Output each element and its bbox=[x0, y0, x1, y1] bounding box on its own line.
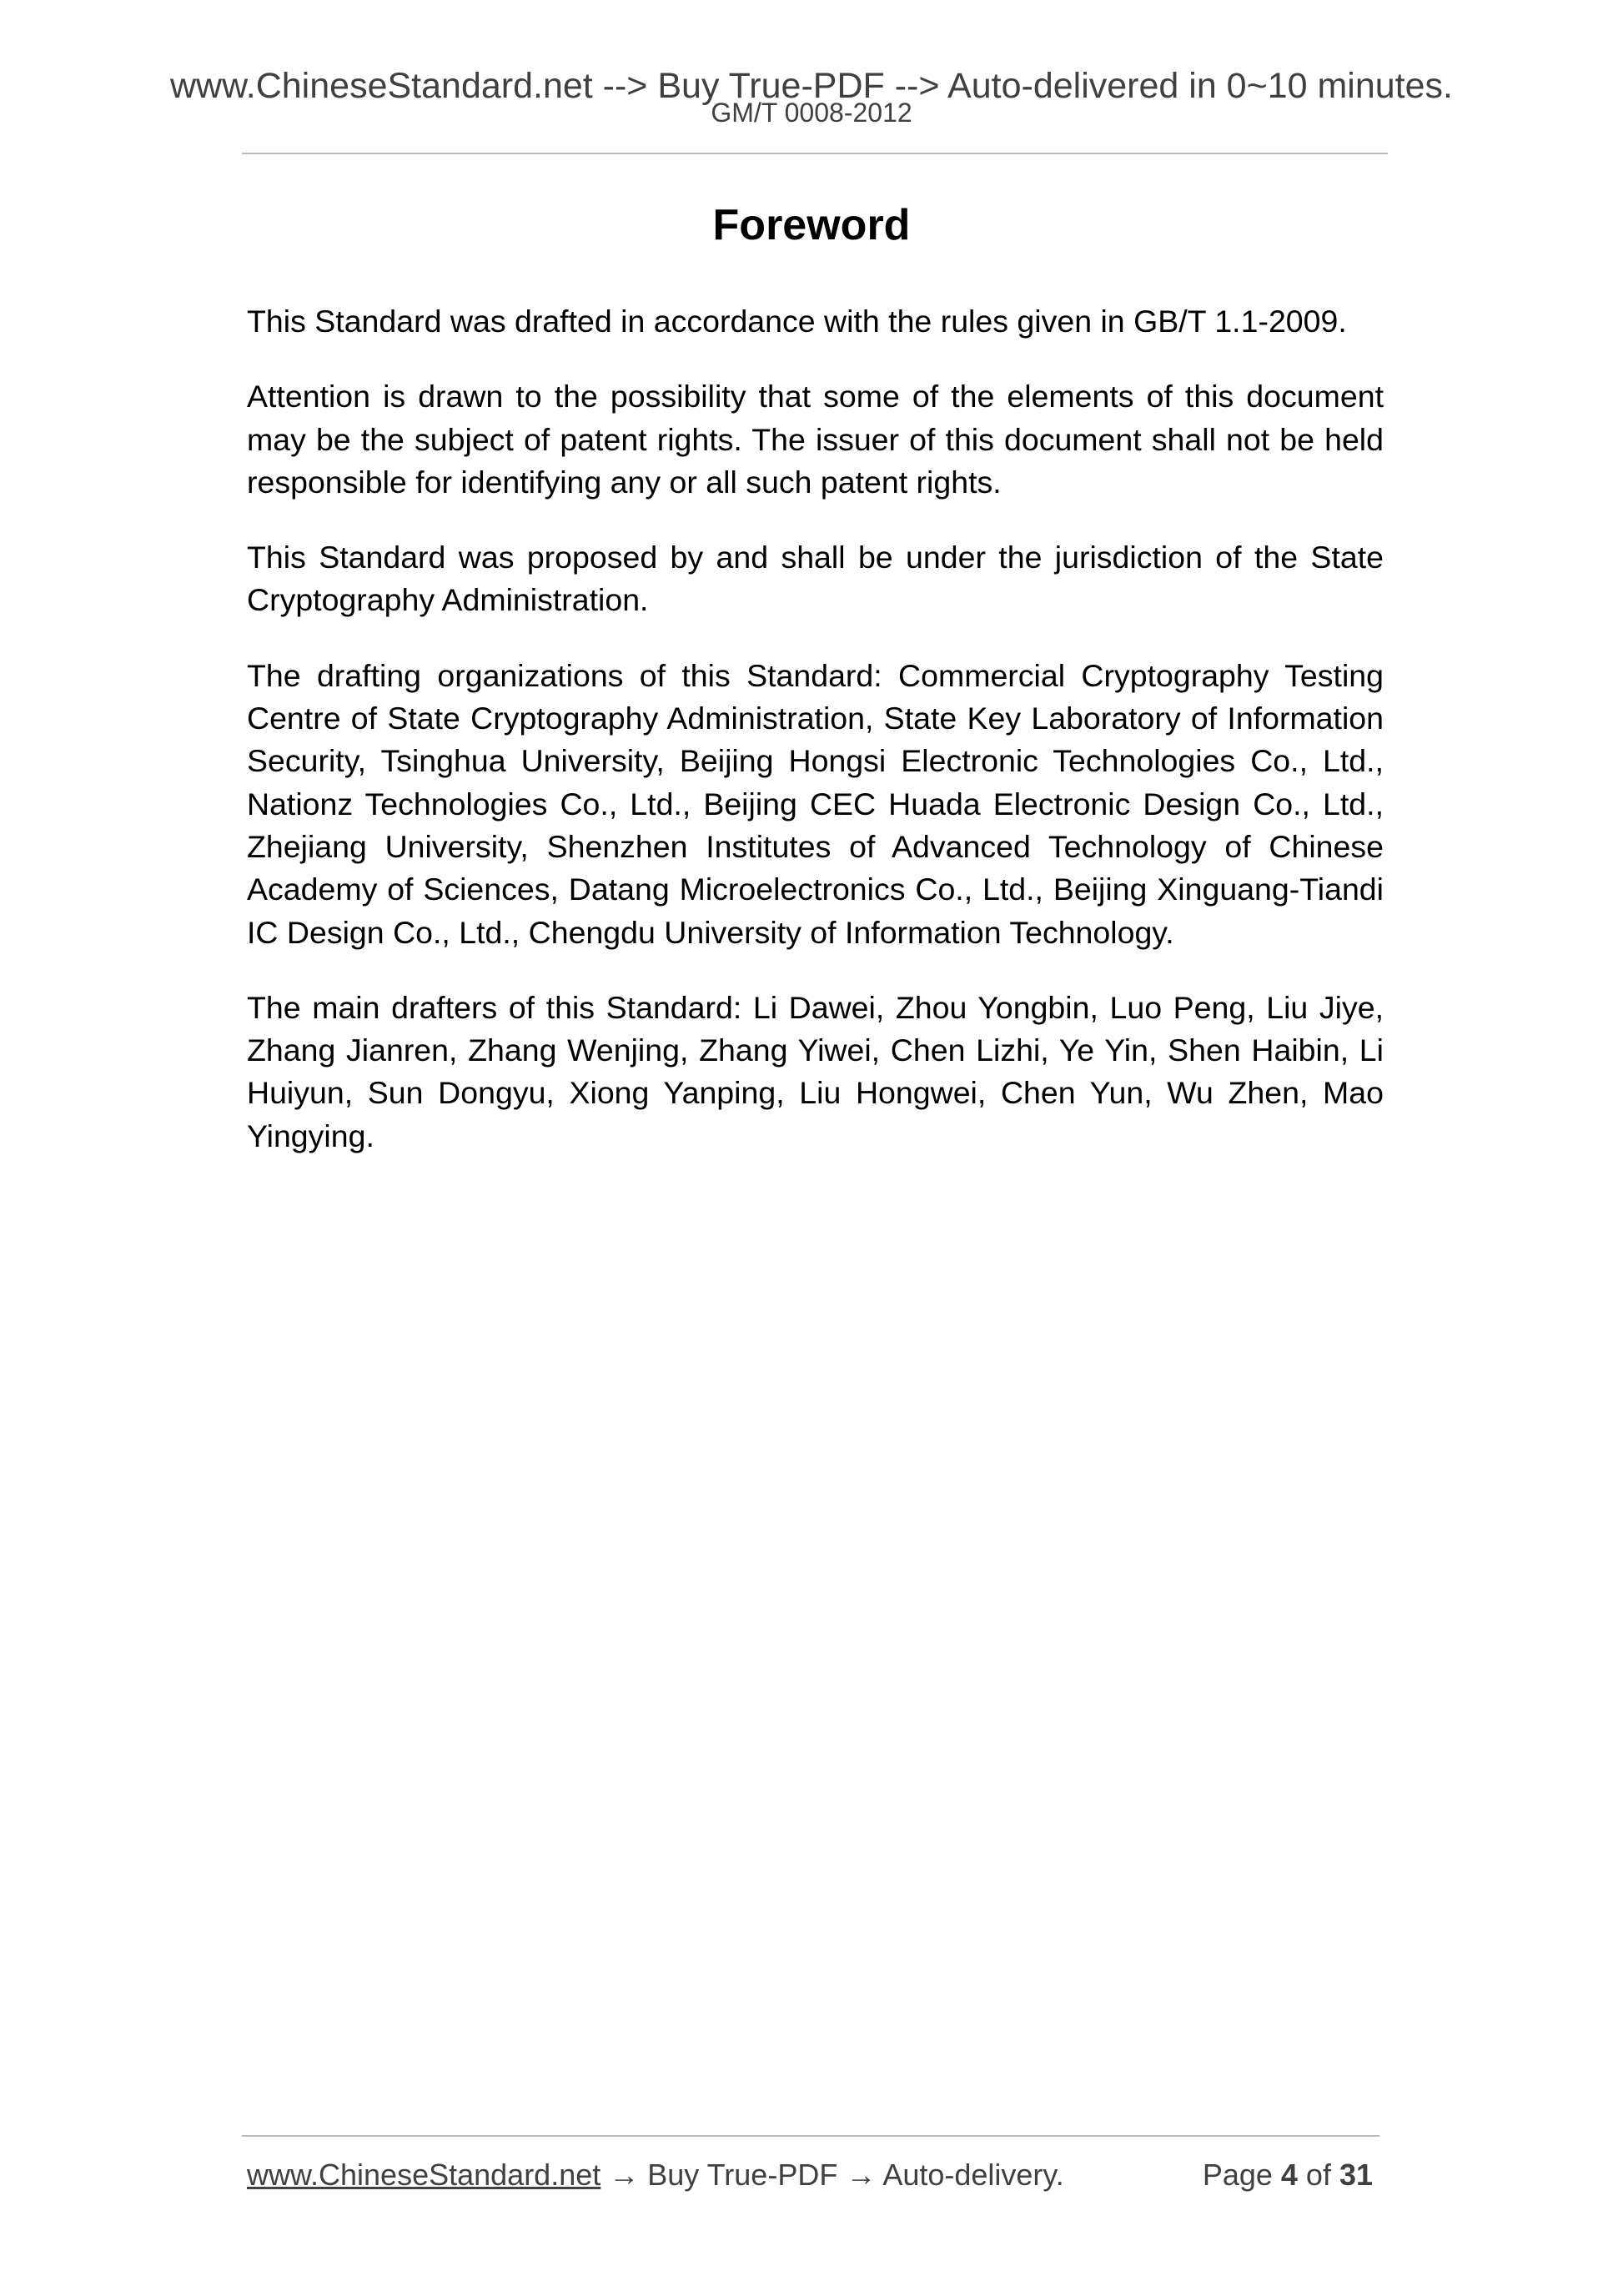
document-body bbox=[247, 300, 1384, 1190]
header-divider bbox=[242, 153, 1388, 154]
paragraph-drafting-rules: This Standard was drafted in accordance with the rules given in GB/T 1.1-2009. bbox=[247, 304, 1347, 339]
page-total: 31 bbox=[1339, 2158, 1373, 2192]
paragraph-drafting-organizations: The drafting organizations of this Standard: Commercial Cryptography Testing Centre of State Cryptography Administration, State Key Laboratory of Information Security, Tsinghua University, Beijing Hongsi Electronic Technologies Co., Ltd., Nationz Technologies Co., Ltd., Beijing CEC Huada Electronic Design Co., Ltd., Zhejiang University, Shenzhen Institutes of Advanced Technology of Chinese Academy of Sciences, Datang Microelectronics Co., Ltd., Beijing Xinguang-Tiandi IC Design Co., Ltd., Chengdu University of Information Technology. bbox=[247, 657, 1384, 950]
paragraph-jurisdiction: This Standard was proposed by and shall be under the jurisdiction of the State Cryptography Administration. bbox=[247, 540, 1384, 618]
page-prefix: Page bbox=[1202, 2158, 1281, 2192]
page-title: Foreword bbox=[712, 201, 911, 249]
footer-promo bbox=[247, 2157, 1064, 2193]
top-banner: www.ChineseStandard.net --> Buy True-PDF --> Auto-delivered in 0~10 minutes. bbox=[169, 66, 1453, 106]
page-number bbox=[1203, 2157, 1373, 2193]
footer-tagline: → Buy True-PDF → Auto-delivery. bbox=[600, 2158, 1064, 2192]
paragraph-patent-notice: Attention is drawn to the possibility that some of the elements of this document may be the subject of patent rights. The issuer of this document shall not be held responsible for identifying any or all such patent rights. bbox=[247, 379, 1384, 500]
footer-site-link[interactable]: www.ChineseStandard.net bbox=[247, 2158, 601, 2192]
standard-code: GM/T 0008-2012 bbox=[711, 98, 912, 128]
page-of: of bbox=[1297, 2158, 1339, 2192]
paragraph-main-drafters: The main drafters of this Standard: Li Dawei, Zhou Yongbin, Luo Peng, Liu Jiye, Zhang Jianren, Zhang Wenjing, Zhang Yiwei, Chen Lizhi, Ye Yin, Shen Haibin, Li Huiyun, Sun Dongyu, Xiong Yanping, Liu Hongwei, Chen Yun, Wu Zhen, Mao Yingying. bbox=[247, 989, 1384, 1153]
footer-divider bbox=[242, 2135, 1379, 2137]
page-current: 4 bbox=[1280, 2158, 1298, 2192]
